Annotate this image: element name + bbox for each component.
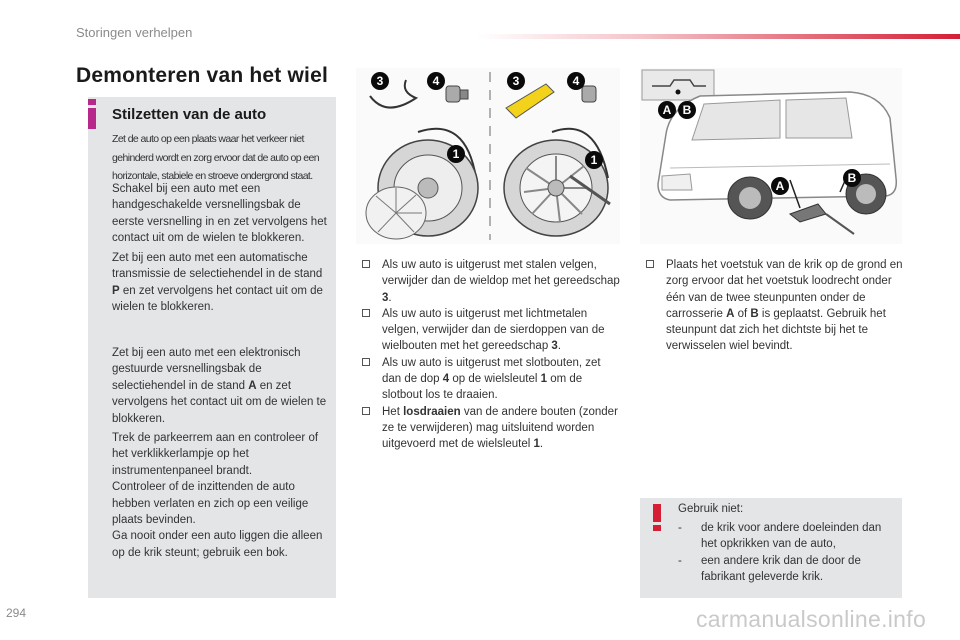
list-item — [362, 404, 620, 453]
sidebar-line-safety: Ga nooit onder een auto liggen die alleen op de krik steunt; gebruik een bok. — [112, 530, 323, 559]
callout-cap-4 — [427, 72, 445, 90]
bold-label: 4 — [442, 373, 450, 386]
section-header-title: Storingen verhelpen — [76, 25, 193, 40]
callout-wrench-1 — [585, 151, 603, 169]
warning-title: Gebruik niet: — [678, 503, 744, 515]
text-part: van de andere bouten (zonder ze te verwijderen) mag uitsluitend worden uitgevoerd met de wielsleutel — [382, 405, 618, 451]
svg-text:3: 3 — [376, 74, 384, 88]
bold-label: losdraaien — [403, 405, 461, 418]
text-part: de krik voor andere doeleinden dan het opkrikken van de auto, — [701, 522, 882, 551]
svg-text:B: B — [682, 103, 692, 117]
text-part: . — [557, 340, 562, 353]
list-item — [362, 257, 620, 306]
watermark: carmanualsonline.info — [696, 606, 927, 632]
callout-point-b — [843, 169, 861, 187]
checkbox-bullet-icon — [362, 309, 370, 317]
callout-wrench-1 — [447, 145, 465, 163]
text-part: Het — [382, 405, 404, 418]
warning-list — [678, 520, 900, 585]
page-title: Demonteren van het wiel — [76, 64, 328, 87]
sidebar-intro — [112, 130, 332, 186]
checkbox-bullet-icon — [362, 407, 370, 415]
van-jack-drawing — [640, 68, 902, 244]
wheel-removal-steps — [362, 257, 620, 453]
list-item — [678, 520, 900, 553]
sidebar-heading: Stilzetten van de auto — [112, 106, 267, 123]
svg-text:1: 1 — [590, 153, 598, 167]
callout-point-a — [658, 101, 676, 119]
sidebar-paragraph-electronic — [112, 345, 330, 427]
svg-text:A: A — [775, 179, 785, 193]
dash-bullet: - — [678, 554, 682, 567]
callout-tool-3 — [371, 72, 389, 90]
svg-text:B: B — [847, 171, 857, 185]
header-accent-bar — [478, 34, 960, 39]
jack-points-illustration — [640, 68, 902, 244]
bold-label: 3 — [382, 291, 389, 304]
sidebar-intro-line: gehinderd wordt en zorg ervoor dat de auto op een — [112, 151, 320, 164]
sidebar-line-occupants: Controleer of de inzittenden de auto hebben verlaten en zich op een veilige plaats bevinden. — [112, 481, 309, 527]
sidebar-paragraph-automatic — [112, 250, 330, 316]
checkbox-bullet-icon — [646, 260, 654, 268]
wheel-removal-drawing — [356, 68, 620, 244]
text-part: of — [734, 307, 751, 320]
info-icon — [88, 99, 96, 129]
svg-text:4: 4 — [572, 74, 580, 88]
sidebar-intro-line: horizontale, stabiele en stroeve ondergrond staat. — [112, 170, 313, 182]
text-part: Als uw auto is uitgerust met stalen velgen, verwijder dan de wieldop met het gereedschap — [382, 259, 620, 288]
text-part: Als uw auto is uitgerust met slotbouten, zet dan de dop — [382, 356, 601, 386]
bold-label: P — [112, 284, 120, 297]
bold-label: 1 — [533, 438, 540, 451]
sidebar-intro-line: Zet de auto op een plaats waar het verkeer niet — [112, 133, 304, 145]
list-item — [678, 553, 900, 586]
wheel-removal-illustration — [356, 68, 620, 244]
text-part: Zet bij een auto met een automatische transmissie de selectiehendel in de stand — [112, 252, 323, 281]
text-part: is geplaatst. Gebruik het steunpunt dat zich het dichtste bij het te verwisselen wiel bevindt. — [666, 307, 886, 353]
list-item — [646, 257, 906, 355]
text-part: een andere krik dan de door de fabrikant geleverde krik. — [701, 554, 861, 583]
text-part: Plaats het voetstuk van de krik op de grond en zorg ervoor dat het voetstuk loodrecht onder één van de twee steunpunten onder de carrosserie — [666, 259, 903, 320]
sidebar-paragraph-checks — [112, 430, 330, 561]
text-part: Als uw auto is uitgerust met lichtmetalen velgen, verwijder dan de sierdoppen van de wielbouten met het gereedschap — [382, 307, 605, 353]
callout-point-a — [771, 177, 789, 195]
jack-placement-steps — [646, 257, 906, 355]
sidebar-line-parking-brake: Trek de parkeerrem aan en controleer of het verklikkerlampje op het instrumentenpaneel brandt. — [112, 432, 319, 477]
svg-text:4: 4 — [432, 74, 440, 88]
page-number: 294 — [6, 606, 27, 620]
callout-cap-4 — [567, 72, 585, 90]
callout-tool-3 — [507, 72, 525, 90]
svg-text:1: 1 — [452, 147, 460, 161]
text-part: . — [388, 291, 392, 304]
checkbox-bullet-icon — [362, 260, 370, 268]
list-item — [362, 306, 620, 355]
text-part: om de slotbout los te draaien. — [382, 373, 583, 402]
bold-label: B — [750, 307, 759, 320]
sidebar-paragraph-manual: Schakel bij een auto met een handgeschakelde versnellingsbak de eerste versnelling in en zet vervolgens het contact uit om de wielen te blokkeren. — [112, 183, 327, 245]
bold-label: A — [248, 379, 257, 392]
text-part: en zet vervolgens het contact uit om de wielen te blokkeren. — [112, 284, 323, 314]
text-part: en zet vervolgens het contact uit om de wielen te blokkeren. — [112, 379, 327, 425]
warning-icon — [653, 504, 661, 534]
dash-bullet: - — [678, 522, 682, 534]
text-part: Zet bij een auto met een elektronisch gestuurde versnellingsbak de selectiehendel in de stand — [112, 347, 301, 392]
checkbox-bullet-icon — [362, 358, 370, 366]
text-part: . — [539, 438, 544, 451]
callout-point-b — [678, 101, 696, 119]
text-part: op de wielsleutel — [449, 373, 541, 386]
svg-text:3: 3 — [512, 74, 520, 88]
bold-label: A — [726, 307, 735, 320]
svg-text:A: A — [662, 103, 672, 117]
list-item — [362, 355, 620, 404]
bold-label: 3 — [551, 340, 558, 353]
bold-label: 1 — [540, 373, 547, 386]
